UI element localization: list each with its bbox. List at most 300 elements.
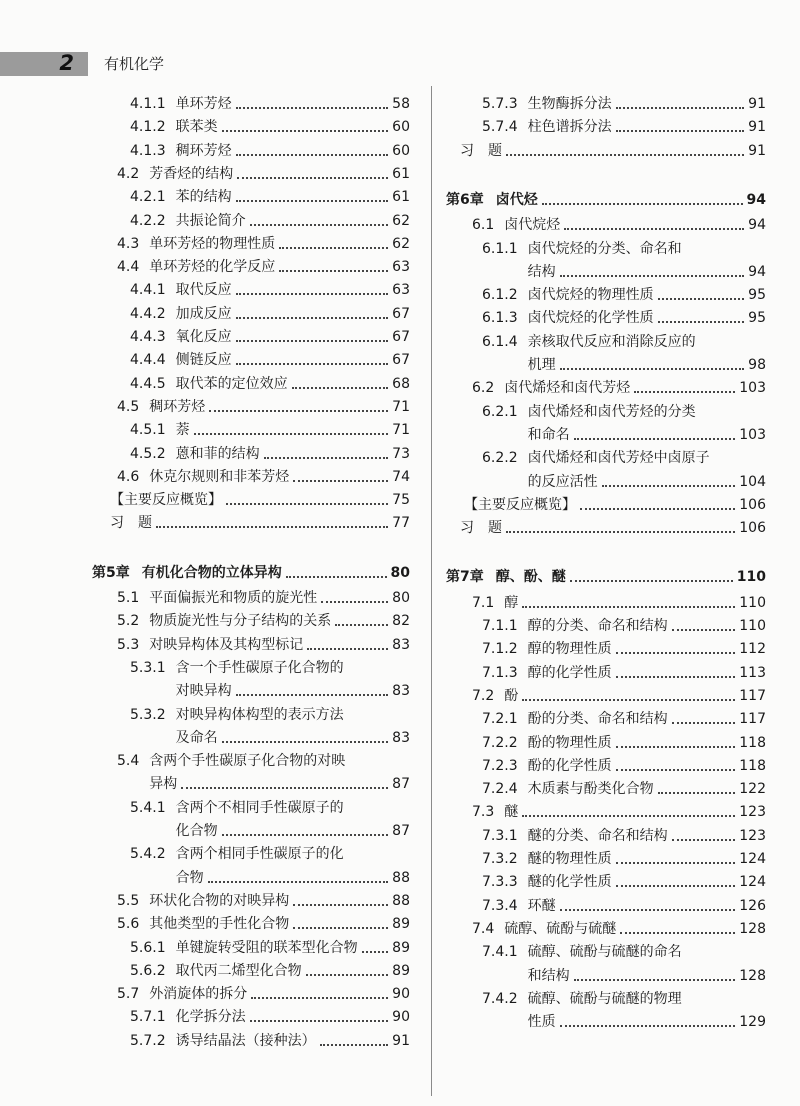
- toc-entry: [482, 404, 766, 421]
- toc-entry-page: 90: [392, 1009, 410, 1026]
- toc-entry-title: 柱色谱拆分法: [527, 119, 612, 136]
- toc-entry-title: 醇的化学性质: [527, 664, 612, 681]
- toc-entry-page: 110: [739, 618, 766, 634]
- toc-entry-page: 94: [748, 263, 766, 280]
- toc-entry-number: 第7章: [446, 569, 484, 586]
- toc-entry: [482, 898, 766, 915]
- toc-entry: [130, 119, 410, 136]
- toc-entry: [130, 306, 410, 323]
- toc-entry-number: 7.2.1: [482, 711, 518, 728]
- toc-entry-page: 124: [739, 851, 766, 867]
- toc-entry-number: 4.6: [117, 468, 140, 485]
- toc-entry-title: 醚的分类、命名和结构: [527, 827, 668, 844]
- toc-entry-page: 128: [739, 967, 766, 984]
- dot-leader: [616, 107, 745, 109]
- toc-entry-page: 94: [746, 191, 766, 208]
- toc-entry-number: 5.6.2: [130, 962, 166, 979]
- toc-entry-continuation: [149, 776, 410, 793]
- toc-entry-title: 亲核取代反应和消除反应的: [527, 333, 696, 350]
- toc-entry-page: 106: [739, 520, 766, 537]
- toc-entry-number: 第5章: [92, 564, 130, 581]
- dot-leader: [293, 904, 388, 906]
- toc-entry-number: 5.3.1: [130, 659, 166, 676]
- toc-entry-title: 萘: [175, 422, 190, 439]
- dot-leader: [250, 224, 389, 226]
- toc-entry: [130, 376, 410, 393]
- toc-entry: [130, 189, 410, 206]
- toc-entry-title: 含两个手性碳原子化合物的对映: [149, 753, 346, 770]
- toc-entry: [130, 1033, 410, 1050]
- toc-entry: [482, 944, 766, 961]
- toc-entry-page: 74: [392, 468, 410, 485]
- toc-entry-title: 加成反应: [175, 305, 232, 322]
- toc-entry-number: 7.1.1: [482, 618, 518, 634]
- toc-entry-continuation: [176, 683, 410, 700]
- toc-entry-number: 7.2.3: [482, 757, 518, 774]
- toc-entry-title: 生物酶拆分法: [527, 96, 612, 112]
- dot-leader: [236, 694, 389, 696]
- toc-entry: [130, 800, 410, 817]
- toc-entry-page: 63: [392, 259, 410, 276]
- toc-entry-page: 110: [736, 569, 766, 586]
- toc-entry-title-continued: 和结构: [527, 967, 570, 984]
- toc-entry-number: 6.1.3: [482, 310, 518, 327]
- dot-leader: [362, 951, 389, 953]
- toc-entry-title: 硫醇、硫酚与硫醚的命名: [527, 944, 682, 961]
- toc-entry: [117, 469, 410, 486]
- toc-entry: [117, 166, 410, 183]
- toc-entry-title: 氧化反应: [175, 329, 232, 345]
- toc-entry-page: 60: [392, 119, 410, 136]
- toc-entry-number: 7.2.2: [482, 734, 518, 751]
- toc-entry-number: 4.2: [117, 165, 140, 182]
- toc-entry-page: 83: [392, 683, 410, 700]
- dot-leader: [560, 1025, 736, 1027]
- toc-entry-number: 4.5: [117, 398, 140, 415]
- dot-leader: [279, 247, 388, 249]
- toc-entry-title: 硫醇、硫酚与硫醚: [504, 920, 617, 937]
- toc-entry-title-continued: 和命名: [527, 426, 570, 443]
- dot-leader: [506, 154, 744, 156]
- toc-entry-number: 5.7.1: [130, 1009, 166, 1026]
- toc-entry-number: 5.4: [117, 753, 140, 770]
- toc-entry-title: 卤代烃: [495, 191, 538, 208]
- toc-entry-page: 118: [739, 757, 766, 774]
- toc-entry: [110, 515, 410, 532]
- column-divider: [431, 86, 432, 1096]
- toc-entry-page: 98: [748, 357, 766, 373]
- toc-entry-title: 环状化合物的对映异构: [149, 892, 290, 909]
- dot-leader: [522, 606, 735, 608]
- toc-entry: [117, 590, 410, 607]
- toc-entry-title: 习 题: [460, 520, 502, 537]
- toc-entry: [130, 660, 410, 677]
- toc-entry-page: 58: [392, 96, 410, 112]
- toc-entry-number: 5.4.1: [130, 799, 166, 816]
- toc-entry-number: 5.5: [117, 892, 140, 909]
- toc-entry-page: 89: [392, 916, 410, 933]
- toc-entry-title-continued: 的反应活性: [527, 473, 598, 490]
- toc-entry-title-continued: 结构: [527, 263, 556, 280]
- toc-entry-title: 卤代烷烃的物理性质: [527, 287, 654, 304]
- dot-leader: [264, 457, 389, 459]
- toc-entry-number: 7.3: [472, 804, 495, 821]
- toc-entry-title: 木质素与酚类化合物: [527, 781, 654, 798]
- toc-entry: [472, 217, 766, 234]
- toc-entry: [482, 828, 766, 845]
- toc-entry: [482, 735, 766, 752]
- dot-leader: [209, 410, 388, 412]
- toc-entry-title: 含两个相同手性碳原子的化: [175, 846, 344, 863]
- dot-leader: [564, 228, 744, 230]
- dot-leader: [672, 722, 736, 724]
- dot-leader: [634, 391, 735, 393]
- toc-entry: [117, 637, 410, 654]
- toc-entry-title: 其他类型的手性化合物: [149, 916, 290, 933]
- toc-entry-title: 化学拆分法: [175, 1009, 246, 1026]
- dot-leader: [286, 576, 387, 578]
- dot-leader: [542, 203, 743, 205]
- dot-leader: [616, 676, 736, 678]
- toc-entry-title: 取代丙二烯型化合物: [175, 962, 302, 979]
- toc-entry-title: 醇的分类、命名和结构: [527, 618, 668, 634]
- toc-entry-number: 4.1.1: [130, 96, 166, 112]
- toc-entry-title-continued: 异构: [149, 776, 178, 793]
- toc-entry-page: 83: [392, 636, 410, 653]
- toc-entry-title: 稠环芳烃: [149, 398, 206, 415]
- toc-entry: [460, 520, 766, 537]
- toc-entry-page: 73: [392, 445, 410, 462]
- toc-entry-title: 有机化合物的立体异构: [141, 564, 282, 581]
- dot-leader: [560, 368, 745, 370]
- toc-entry-number: 4.4.1: [130, 282, 166, 299]
- toc-entry-title-continued: 合物: [175, 869, 204, 886]
- toc-entry-page: 123: [739, 804, 766, 821]
- toc-entry-page: 80: [390, 564, 410, 581]
- toc-entry: [130, 446, 410, 463]
- toc-entry-number: 6.2.2: [482, 450, 518, 467]
- dot-leader: [616, 130, 745, 132]
- toc-entry-number: 7.1.3: [482, 664, 518, 681]
- dot-leader: [156, 526, 388, 528]
- toc-entry-number: 4.2.1: [130, 189, 166, 206]
- toc-entry-title-continued: 对映异构: [175, 683, 232, 700]
- dot-leader: [602, 485, 736, 487]
- toc-entry-number: 4.2.2: [130, 212, 166, 229]
- toc-entry-number: 5.6: [117, 916, 140, 933]
- dot-leader: [658, 321, 745, 323]
- toc-entry-title: 酚: [504, 687, 519, 704]
- toc-entry-title: 平面偏振光和物质的旋光性: [149, 590, 318, 606]
- toc-entry-title: 【主要反应概览】: [110, 492, 222, 509]
- toc-entry-number: 第6章: [446, 191, 484, 208]
- toc-entry-number: 5.1: [117, 590, 140, 606]
- toc-entry-continuation: [528, 427, 766, 444]
- toc-entry: [464, 497, 766, 514]
- dot-leader: [307, 648, 388, 650]
- toc-entry-title: 蒽和菲的结构: [175, 445, 260, 462]
- toc-entry: [482, 241, 766, 258]
- toc-entry: [130, 96, 410, 113]
- toc-entry-title: 卤代烯烃和卤代芳烃的分类: [527, 403, 696, 420]
- toc-entry-title: 醚的物理性质: [527, 851, 612, 867]
- toc-entry-page: 87: [392, 823, 410, 839]
- toc-entry-page: 62: [392, 235, 410, 252]
- toc-entry-number: 6.1.1: [482, 240, 518, 257]
- toc-entry-title: 卤代烯烃和卤代芳烃中卤原子: [527, 450, 710, 467]
- toc-entry-title: 对映异构体及其构型标记: [149, 636, 304, 653]
- toc-entry-number: 6.1.4: [482, 333, 518, 350]
- toc-entry-title: 休克尔规则和非苯芳烃: [149, 468, 290, 485]
- toc-entry-continuation: [176, 823, 410, 840]
- toc-entry-page: 117: [739, 711, 766, 728]
- dot-leader: [222, 130, 389, 132]
- toc-entry-number: 4.3: [117, 235, 140, 252]
- dot-leader: [522, 815, 735, 817]
- toc-entry-number: 7.3.1: [482, 827, 518, 844]
- toc-entry: [117, 916, 410, 933]
- toc-entry: [472, 595, 766, 612]
- toc-entry-page: 71: [392, 398, 410, 415]
- toc-entry-page: 123: [739, 827, 766, 844]
- toc-entry-page: 95: [748, 287, 766, 304]
- toc-entry-page: 110: [739, 594, 766, 611]
- toc-entry-title: 芳香烃的结构: [149, 165, 234, 182]
- toc-entry-page: 112: [739, 641, 766, 658]
- dot-leader: [181, 787, 388, 789]
- toc-entry-number: 7.3.2: [482, 851, 518, 867]
- toc-entry-number: 6.2: [472, 380, 495, 397]
- toc-entry-number: 6.1.2: [482, 287, 518, 304]
- toc-entry-title: 酚的化学性质: [527, 757, 612, 774]
- dot-leader: [506, 531, 735, 533]
- toc-entry: [117, 986, 410, 1003]
- toc-entry-page: 80: [392, 590, 410, 606]
- toc-entry-title: 卤代烷烃的化学性质: [527, 310, 654, 327]
- dot-leader: [236, 340, 389, 342]
- toc-entry-page: 75: [392, 492, 410, 509]
- toc-entry-page: 113: [739, 664, 766, 681]
- dot-leader: [658, 792, 736, 794]
- toc-entry: [130, 422, 410, 439]
- toc-entry: [130, 352, 410, 369]
- toc-entry-title: 侧链反应: [175, 352, 232, 369]
- toc-entry-number: 7.2: [472, 687, 495, 704]
- toc-entry-title: 卤代烷烃: [504, 217, 561, 234]
- dot-leader: [335, 624, 388, 626]
- page-number-badge: [0, 52, 88, 76]
- toc-entry-page: 77: [392, 515, 410, 532]
- dot-leader: [279, 270, 388, 272]
- toc-entry-number: 7.1: [472, 594, 495, 611]
- toc-entry-continuation: [176, 730, 410, 747]
- toc-entry-page: 106: [739, 496, 766, 513]
- toc-entry-number: 5.7.2: [130, 1032, 166, 1049]
- toc-entry-title: 硫醇、硫酚与硫醚的物理: [527, 990, 682, 1007]
- toc-entry-page: 82: [392, 613, 410, 630]
- dot-leader: [616, 652, 736, 654]
- toc-entry-title-continued: 机理: [527, 357, 556, 373]
- toc-entry: [117, 613, 410, 630]
- toc-entry-page: 128: [739, 920, 766, 937]
- toc-entry-title: 醇: [504, 594, 519, 611]
- toc-entry-number: 5.2: [117, 613, 140, 630]
- toc-entry-number: 4.5.2: [130, 445, 166, 462]
- toc-entry-title: 醚的化学性质: [527, 874, 612, 891]
- toc-entry-number: 4.4: [117, 259, 140, 276]
- toc-entry-page: 89: [392, 962, 410, 979]
- page-header: [0, 52, 800, 76]
- toc-entry-page: 91: [748, 142, 766, 159]
- toc-entry-number: 7.3.3: [482, 874, 518, 891]
- toc-entry-page: 103: [739, 426, 766, 443]
- toc-entry: [472, 804, 766, 821]
- toc-entry: [117, 753, 410, 770]
- toc-entry: [130, 963, 410, 980]
- toc-entry-continuation: [176, 870, 410, 887]
- toc-entry-number: 4.1.3: [130, 142, 166, 159]
- toc-entry: [472, 688, 766, 705]
- toc-entry-title: 单键旋转受阻的联苯型化合物: [175, 939, 358, 956]
- toc-entry: [482, 310, 766, 327]
- dot-leader: [658, 298, 745, 300]
- toc-entry-number: 6.1: [472, 217, 495, 234]
- toc-entry: [117, 399, 410, 416]
- dot-leader: [570, 580, 733, 582]
- toc-entry-page: 94: [748, 217, 766, 234]
- book-title: 有机化学: [104, 55, 165, 73]
- toc-entry-title: 联苯类: [175, 119, 218, 136]
- toc-entry-title: 苯的结构: [175, 189, 232, 206]
- toc-entry-page: 67: [392, 329, 410, 345]
- toc-entry-title: 稠环芳烃: [175, 142, 232, 159]
- toc-entry-title: 取代反应: [175, 282, 232, 299]
- toc-entry-page: 68: [392, 375, 410, 392]
- toc-entry-page: 71: [392, 422, 410, 439]
- toc-entry-number: 7.1.2: [482, 641, 518, 658]
- toc-entry-title-continued: 性质: [527, 1014, 556, 1031]
- toc-entry-title-continued: 及命名: [175, 729, 218, 746]
- toc-entry-number: 5.4.2: [130, 846, 166, 863]
- dot-leader: [616, 746, 736, 748]
- toc-entry: [130, 213, 410, 230]
- dot-leader: [560, 275, 745, 277]
- toc-entry-page: 88: [392, 869, 410, 886]
- toc-entry-continuation: [528, 1014, 766, 1031]
- toc-entry: [92, 565, 410, 582]
- dot-leader: [616, 885, 736, 887]
- toc-entry-title: 含两个不相同手性碳原子的: [175, 799, 344, 816]
- toc-entry-page: 104: [739, 473, 766, 490]
- toc-entry-number: 7.4.2: [482, 990, 518, 1007]
- toc-entry-page: 91: [748, 119, 766, 136]
- toc-entry: [472, 921, 766, 938]
- toc-entry: [130, 940, 410, 957]
- toc-entry: [482, 641, 766, 658]
- dot-leader: [580, 508, 735, 510]
- toc-entry: [482, 334, 766, 351]
- toc-entry-title: 单环芳烃的化学反应: [149, 259, 276, 276]
- toc-entry-number: 7.4: [472, 920, 495, 937]
- toc-entry: [482, 618, 766, 635]
- toc-entry-number: 5.7: [117, 986, 140, 1003]
- toc-entry-page: 103: [739, 380, 766, 397]
- toc-entry: [482, 287, 766, 304]
- dot-leader: [321, 601, 388, 603]
- dot-leader: [222, 834, 389, 836]
- toc-entry-title: 醇、酚、醚: [495, 569, 566, 586]
- toc-entry-page: 117: [739, 687, 766, 704]
- toc-entry-title: 单环芳烃的物理性质: [149, 235, 276, 252]
- toc-entry: [117, 893, 410, 910]
- toc-entry-page: 63: [392, 282, 410, 299]
- toc-entry-page: 60: [392, 142, 410, 159]
- toc-entry-title: 对映异构体构型的表示方法: [175, 706, 344, 723]
- toc-entry-title: 醚: [504, 804, 519, 821]
- toc-entry-page: 61: [392, 165, 410, 182]
- dot-leader: [293, 927, 388, 929]
- page-number: 2: [59, 51, 74, 75]
- toc-entry-number: 5.7.4: [482, 119, 518, 136]
- dot-leader: [236, 200, 389, 202]
- toc-entry: [482, 119, 766, 136]
- toc-entry-page: 67: [392, 305, 410, 322]
- dot-leader: [306, 974, 389, 976]
- toc-entry: [482, 711, 766, 728]
- dot-leader: [250, 1020, 389, 1022]
- toc-entry: [460, 143, 766, 160]
- toc-entry-title: 单环芳烃: [175, 96, 232, 112]
- toc-entry-page: 91: [392, 1032, 410, 1049]
- toc-entry-title: 习 题: [460, 142, 502, 159]
- dot-leader: [616, 769, 736, 771]
- toc-entry-continuation: [528, 357, 766, 374]
- toc-entry: [482, 851, 766, 868]
- dot-leader: [251, 997, 388, 999]
- toc-entry: [130, 846, 410, 863]
- toc-entry-title: 习 题: [110, 515, 152, 532]
- toc-entry-number: 4.4.2: [130, 305, 166, 322]
- dot-leader: [320, 1044, 389, 1046]
- dot-leader: [560, 909, 736, 911]
- toc-entry: [482, 758, 766, 775]
- toc-entry: [482, 665, 766, 682]
- toc-entry-continuation: [528, 264, 766, 281]
- toc-entry-title: 环醚: [527, 897, 556, 914]
- dot-leader: [522, 699, 735, 701]
- toc-entry-title: 醇的物理性质: [527, 641, 612, 658]
- toc-entry-title: 共振论简介: [175, 212, 246, 229]
- toc-entry-page: 118: [739, 734, 766, 751]
- toc-entry-page: 122: [739, 781, 766, 798]
- toc-entry-page: 124: [739, 874, 766, 891]
- dot-leader: [616, 862, 736, 864]
- dot-leader: [293, 480, 388, 482]
- toc-entry-continuation: [528, 968, 766, 985]
- toc-entry-number: 4.5.1: [130, 422, 166, 439]
- toc-entry: [117, 259, 410, 276]
- dot-leader: [292, 387, 389, 389]
- dot-leader: [672, 839, 736, 841]
- toc-entry-page: 88: [392, 892, 410, 909]
- toc-entry-title: 酚的物理性质: [527, 734, 612, 751]
- toc-entry: [482, 450, 766, 467]
- toc-entry-number: 7.3.4: [482, 897, 518, 914]
- toc-entry-number: 5.3.2: [130, 706, 166, 723]
- toc-entry-page: 129: [739, 1014, 766, 1031]
- dot-leader: [236, 363, 389, 365]
- toc-entry-page: 83: [392, 729, 410, 746]
